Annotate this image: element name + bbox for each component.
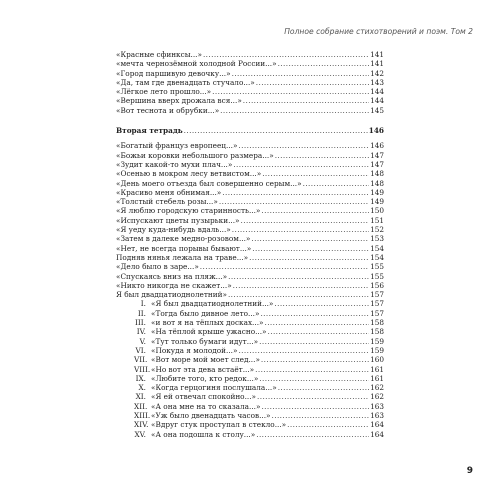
leader-dots — [232, 69, 369, 78]
entry-title: «Да, там где двенадцать стучало...» — [116, 77, 255, 87]
leader-dots — [261, 402, 369, 411]
toc-entry — [116, 290, 384, 299]
entry-title: «Богатый француз европеец...» — [116, 141, 238, 151]
table-of-contents — [116, 50, 384, 439]
entry-page: 154 — [370, 252, 384, 262]
leader-dots — [255, 365, 369, 374]
leader-dots — [259, 337, 369, 346]
entry-title: «Тут только бумаги идут...» — [151, 336, 259, 346]
entry-roman-numeral: V. — [139, 336, 146, 346]
entry-page: 163 — [370, 410, 384, 420]
toc-entry — [116, 309, 384, 318]
entry-roman-numeral: XV. — [134, 429, 146, 439]
toc-entry — [116, 225, 384, 234]
running-header: Полное собрание стихотворений и поэм. Том 2 — [284, 27, 473, 36]
entry-title: «Вдруг стук проступал в стекло...» — [151, 420, 287, 430]
entry-title: «Никто никогда не скажет...» — [116, 280, 232, 290]
toc-entry — [116, 392, 384, 401]
leader-dots — [260, 309, 369, 318]
leader-dots — [274, 299, 369, 308]
entry-page: 163 — [370, 401, 384, 411]
toc-entry — [116, 346, 384, 355]
entry-title: «День моего отъезда был совершенно серым...» — [116, 178, 302, 188]
entry-roman-numeral: XIV. — [134, 420, 149, 430]
leader-dots — [303, 179, 369, 188]
entry-page: 147 — [370, 150, 384, 160]
entry-page: 144 — [370, 87, 384, 97]
entry-page: 153 — [370, 234, 384, 244]
entry-title: «Покуда я молодой...» — [151, 345, 238, 355]
entry-title: «Зудит какой-то мухи плач...» — [116, 159, 233, 169]
toc-entry — [116, 216, 384, 225]
toc-entry — [116, 179, 384, 188]
section-page: 146 — [368, 126, 384, 136]
entry-title: «Вершина вверх дрожала вся...» — [116, 96, 242, 106]
entry-title: «Толстый стебель розы...» — [116, 197, 218, 207]
entry-page: 156 — [370, 280, 384, 290]
toc-entry — [116, 78, 384, 87]
entry-page: 145 — [370, 105, 384, 115]
entry-page: 157 — [370, 308, 384, 318]
entry-page: 148 — [370, 169, 384, 179]
leader-dots — [200, 262, 369, 271]
toc-entry — [116, 262, 384, 271]
entry-title: «Дело было в заре...» — [116, 262, 199, 272]
leader-dots — [184, 126, 368, 135]
entry-page: 146 — [370, 141, 384, 151]
toc-entry — [116, 206, 384, 215]
entry-page: 148 — [370, 178, 384, 188]
toc-entry — [116, 151, 384, 160]
leader-dots — [233, 281, 369, 290]
toc-entry — [116, 253, 384, 262]
leader-dots — [238, 346, 369, 355]
entry-title: «Я люблю городскую старинность...» — [116, 206, 261, 216]
toc-entry — [116, 430, 384, 439]
entry-roman-numeral: XIII. — [134, 410, 151, 420]
leader-dots — [261, 206, 369, 215]
entry-title: «Вот теснота и обрубки...» — [116, 105, 220, 115]
entry-page: 162 — [370, 383, 384, 393]
entry-page: 147 — [370, 159, 384, 169]
entry-page: 160 — [370, 355, 384, 365]
toc-entry — [116, 96, 384, 105]
toc-entry — [116, 87, 384, 96]
entry-title: «Тогда было дивное лето...» — [151, 308, 260, 318]
toc-entry — [116, 411, 384, 420]
entry-page: 158 — [370, 318, 384, 328]
leader-dots — [241, 216, 370, 225]
entry-title: «Затем в далеке медно-розовом...» — [116, 234, 251, 244]
entry-title: «А она подошла к столу...» — [151, 429, 256, 439]
entry-title: «мечта чернозёмной холодной России...» — [116, 59, 277, 69]
toc-entry — [116, 50, 384, 59]
entry-page: 155 — [370, 262, 384, 272]
toc-entry — [116, 160, 384, 169]
leader-dots — [219, 197, 369, 206]
entry-roman-numeral: IV. — [136, 327, 146, 337]
entry-page: 161 — [370, 364, 384, 374]
entry-page: 157 — [370, 299, 384, 309]
entry-page: 149 — [370, 187, 384, 197]
section-gap — [116, 115, 384, 126]
entry-page: 141 — [370, 50, 384, 59]
entry-page: 141 — [370, 59, 384, 69]
entry-title: «Я уеду куда-нибудь вдаль...» — [116, 225, 231, 235]
toc-entry — [116, 355, 384, 364]
entry-page: 150 — [370, 206, 384, 216]
entry-page: 149 — [370, 197, 384, 207]
leader-dots — [259, 374, 369, 383]
entry-page: 142 — [370, 68, 384, 78]
entry-title: «Спускаясь вниз на пляж...» — [116, 271, 228, 281]
entry-title: «Божьи коровки небольшого размера...» — [116, 150, 274, 160]
leader-dots — [203, 50, 369, 59]
leader-dots — [287, 420, 369, 429]
section-title: Вторая тетрадь — [116, 126, 183, 136]
entry-page: 154 — [370, 243, 384, 253]
entry-roman-numeral: VIII. — [134, 364, 151, 374]
entry-title: «Но вот эта дева встаёт...» — [151, 364, 255, 374]
entry-page: 152 — [370, 225, 384, 235]
leader-dots — [256, 430, 369, 439]
toc-group-second — [116, 141, 384, 299]
leader-dots — [249, 253, 369, 262]
leader-dots — [268, 327, 370, 336]
entry-title: «Я был двадцатиоднолетний...» — [151, 299, 274, 309]
entry-page: 164 — [370, 429, 384, 439]
entry-title: «Красиво меня обнимая...» — [116, 187, 222, 197]
leader-dots — [251, 234, 369, 243]
toc-entry — [116, 337, 384, 346]
toc-entry — [116, 318, 384, 327]
toc-entry — [116, 234, 384, 243]
entry-page: 143 — [370, 77, 384, 87]
toc-entry — [116, 106, 384, 115]
page-number: 9 — [466, 466, 473, 476]
entry-title: «Я ей отвечал спокойно...» — [151, 392, 257, 402]
leader-dots — [262, 169, 369, 178]
entry-title: «Нет, не всегда порывы бывают...» — [116, 243, 252, 253]
entry-roman-numeral: XI. — [135, 392, 146, 402]
entry-title: «Лёгкое лето прошло...» — [116, 87, 212, 97]
entry-title: «Красные сфинксы...» — [116, 50, 202, 59]
entry-roman-numeral: XII. — [134, 401, 148, 411]
toc-entry — [116, 141, 384, 150]
toc-entry — [116, 244, 384, 253]
toc-entry — [116, 169, 384, 178]
entry-title: «Когда герцогиня послушала...» — [151, 383, 277, 393]
toc-section-heading — [116, 126, 384, 135]
entry-title: «Осенью в мокром лесу ветвистом...» — [116, 169, 262, 179]
entry-title: «Испускают цветы пузырьки...» — [116, 215, 240, 225]
leader-dots — [222, 188, 369, 197]
entry-roman-numeral: II. — [137, 308, 146, 318]
entry-title: «Уж было двенадцать часов...» — [151, 410, 271, 420]
toc-entry — [116, 327, 384, 336]
leader-dots — [264, 318, 369, 327]
leader-dots — [278, 383, 369, 392]
leader-dots — [257, 392, 369, 401]
entry-roman-numeral: VI. — [135, 345, 146, 355]
toc-entry — [116, 402, 384, 411]
leader-dots — [278, 59, 369, 68]
toc-subitems — [116, 299, 384, 438]
entry-roman-numeral: IX. — [135, 373, 146, 383]
entry-page: 164 — [370, 420, 384, 430]
leader-dots — [243, 96, 369, 105]
entry-page: 159 — [370, 336, 384, 346]
toc-entry — [116, 299, 384, 308]
leader-dots — [256, 78, 369, 87]
entry-page: 158 — [370, 327, 384, 337]
toc-entry — [116, 374, 384, 383]
entry-title: Подняв нянья лежала на траве...» — [116, 252, 249, 262]
entry-title: «Любите того, кто редок...» — [151, 373, 259, 383]
leader-dots — [238, 141, 369, 150]
entry-title: «и вот я на тёплых досках...» — [151, 318, 264, 328]
toc-entry — [116, 365, 384, 374]
leader-dots — [212, 87, 369, 96]
toc-entry — [116, 272, 384, 281]
entry-page: 159 — [370, 345, 384, 355]
entry-title: «Вот море мой моет след...» — [151, 355, 260, 365]
entry-page: 161 — [370, 373, 384, 383]
toc-group-first — [116, 50, 384, 115]
leader-dots — [220, 106, 369, 115]
entry-title: Я был двадцатиоднолетний» — [116, 290, 227, 300]
toc-entry — [116, 383, 384, 392]
leader-dots — [228, 290, 369, 299]
toc-entry — [116, 59, 384, 68]
leader-dots — [275, 151, 369, 160]
leader-dots — [252, 244, 369, 253]
toc-entry — [116, 197, 384, 206]
entry-title: «На тёплой крыше ужасно...» — [151, 327, 267, 337]
toc-entry — [116, 188, 384, 197]
entry-title: «А она мне на то сказала...» — [151, 401, 261, 411]
leader-dots — [272, 411, 370, 420]
entry-roman-numeral: VII. — [134, 355, 148, 365]
entry-page: 157 — [370, 290, 384, 300]
toc-entry — [116, 281, 384, 290]
entry-page: 144 — [370, 96, 384, 106]
leader-dots — [233, 160, 369, 169]
leader-dots — [261, 355, 369, 364]
entry-roman-numeral: III. — [135, 318, 146, 328]
toc-entry — [116, 69, 384, 78]
entry-page: 162 — [370, 392, 384, 402]
toc-entry — [116, 420, 384, 429]
entry-roman-numeral: X. — [138, 383, 146, 393]
entry-title: «Город паршивую девочку...» — [116, 68, 231, 78]
entry-page: 151 — [370, 215, 384, 225]
leader-dots — [232, 225, 369, 234]
entry-roman-numeral: I. — [140, 299, 146, 309]
entry-page: 155 — [370, 271, 384, 281]
leader-dots — [228, 272, 369, 281]
